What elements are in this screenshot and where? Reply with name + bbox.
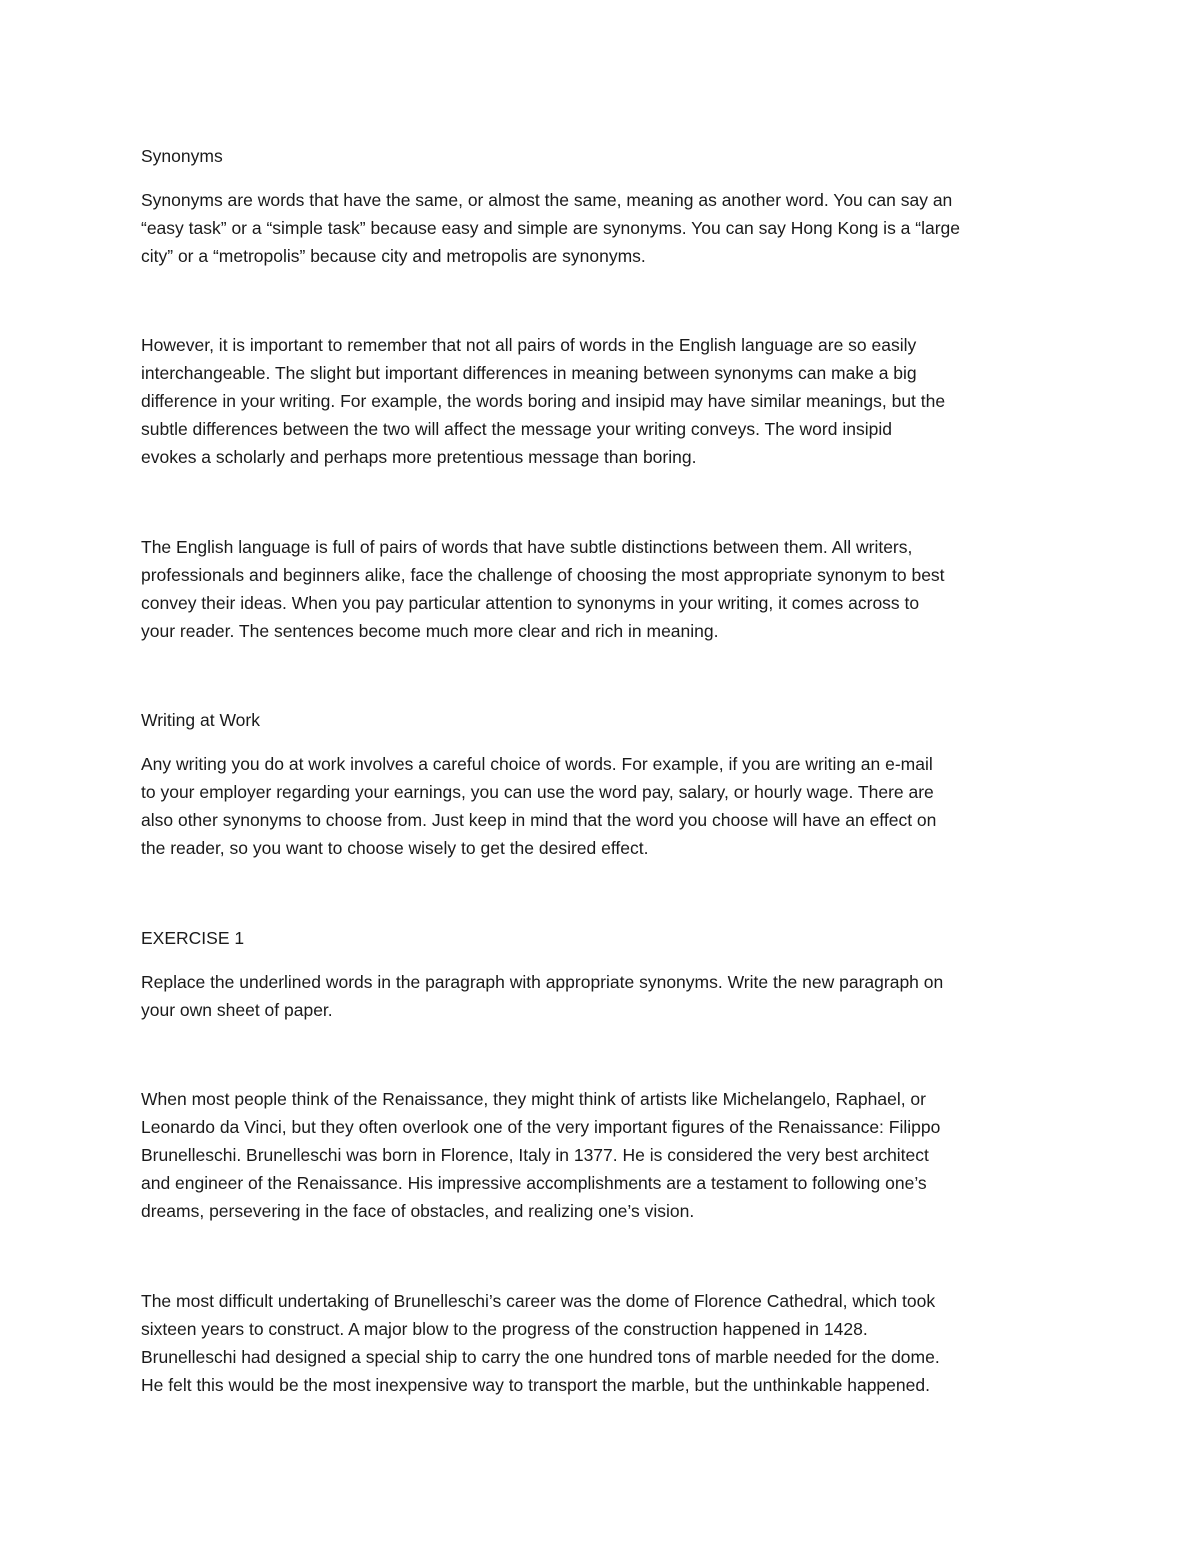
renaissance-line: When most people think of the Renaissance, they might think of artists like Michelangelo, Raphael, or (141, 1089, 926, 1109)
exercise-line: your own sheet of paper. (141, 1000, 333, 1020)
dome-line: Brunelleschi had designed a special ship to carry the one hundred tons of marble needed for the dome. (141, 1347, 940, 1367)
exercise-line: Replace the underlined words in the paragraph with appropriate synonyms. Write the new paragraph on (141, 972, 944, 992)
heading-exercise-1: EXERCISE 1 (141, 928, 245, 948)
work-line: the reader, so you want to choose wisely to get the desired effect. (141, 838, 649, 858)
renaissance-line: Brunelleschi. Brunelleschi was born in Florence, Italy in 1377. He is considered the very best architect (141, 1145, 929, 1165)
english-line: your reader. The sentences become much more clear and rich in meaning. (141, 621, 719, 641)
dome-line: The most difficult undertaking of Brunelleschi’s career was the dome of Florence Cathedral, which took (141, 1291, 936, 1311)
dome-line: sixteen years to construct. A major blow to the progress of the construction happened in 1428. (141, 1319, 868, 1339)
however-line: However, it is important to remember that not all pairs of words in the English language are so easily (141, 335, 917, 355)
english-line: The English language is full of pairs of words that have subtle distinctions between them. All writers, (141, 537, 913, 557)
however-line: subtle differences between the two will affect the message your writing conveys. The word insipid (141, 419, 892, 439)
intro-line: Synonyms are words that have the same, or almost the same, meaning as another word. You can say an (141, 190, 953, 210)
renaissance-line: dreams, persevering in the face of obstacles, and realizing one’s vision. (141, 1201, 695, 1221)
work-line: also other synonyms to choose from. Just keep in mind that the word you choose will have an effect on (141, 810, 937, 830)
heading-synonyms: Synonyms (141, 146, 223, 166)
work-line: Any writing you do at work involves a careful choice of words. For example, if you are writing an e-mail (141, 754, 933, 774)
dome-line: He felt this would be the most inexpensive way to transport the marble, but the unthinkable happened. (141, 1375, 930, 1395)
renaissance-line: and engineer of the Renaissance. His impressive accomplishments are a testament to following one’s (141, 1173, 927, 1193)
however-line: interchangeable. The slight but important differences in meaning between synonyms can make a big (141, 363, 917, 383)
however-line: evokes a scholarly and perhaps more pretentious message than boring. (141, 447, 697, 467)
english-line: professionals and beginners alike, face the challenge of choosing the most appropriate synonym to best (141, 565, 945, 585)
heading-writing-at-work: Writing at Work (141, 710, 260, 730)
work-line: to your employer regarding your earnings, you can use the word pay, salary, or hourly wage. There are (141, 782, 934, 802)
renaissance-line: Leonardo da Vinci, but they often overlook one of the very important figures of the Renaissance: Filippo (141, 1117, 941, 1137)
however-line: difference in your writing. For example, the words boring and insipid may have similar meanings, but the (141, 391, 946, 411)
english-line: convey their ideas. When you pay particular attention to synonyms in your writing, it comes across to (141, 593, 920, 613)
intro-line: city” or a “metropolis” because city and metropolis are synonyms. (141, 246, 646, 266)
intro-line: “easy task” or a “simple task” because easy and simple are synonyms. You can say Hong Kong is a “large (141, 218, 961, 238)
